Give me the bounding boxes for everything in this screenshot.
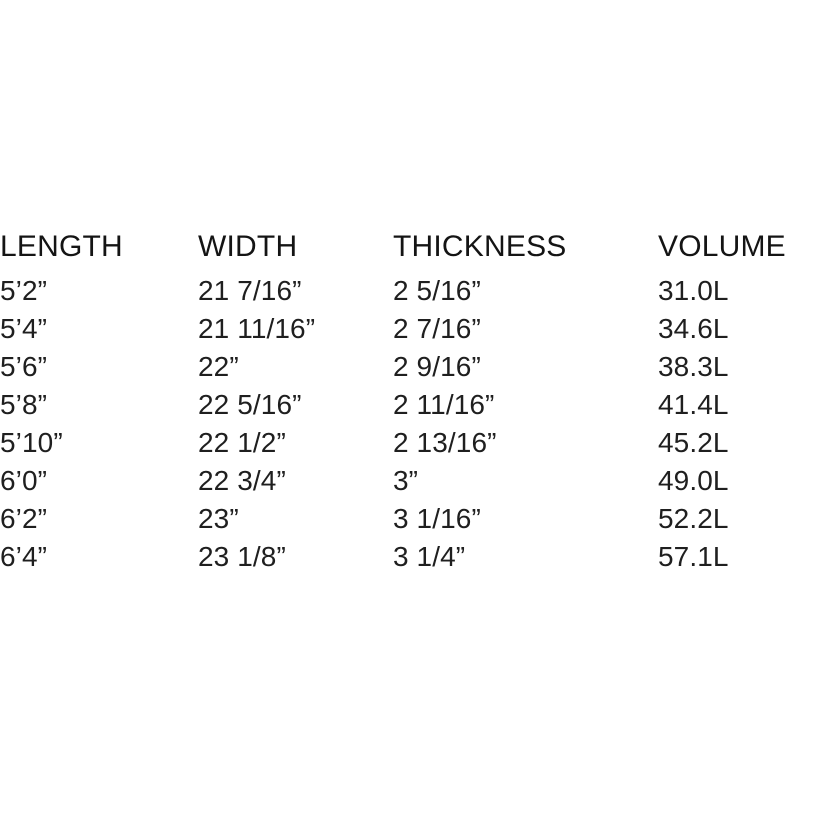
column-header-thickness: THICKNESS — [393, 230, 567, 263]
column-header-width: WIDTH — [198, 230, 298, 263]
cell-volume: 34.6L — [658, 313, 729, 344]
specs-table — [0, 228, 820, 576]
cell-width: 22” — [198, 351, 239, 382]
cell-volume: 49.0L — [658, 465, 729, 496]
table-row — [0, 424, 820, 462]
size-chart — [0, 228, 820, 576]
cell-thickness: 3” — [393, 465, 419, 496]
cell-volume: 38.3L — [658, 351, 729, 382]
cell-length: 5’6” — [0, 351, 48, 382]
column-header-volume: VOLUME — [658, 230, 786, 263]
cell-width: 21 11/16” — [198, 313, 316, 344]
column-header-length: LENGTH — [0, 230, 123, 263]
cell-length: 6’4” — [0, 541, 48, 572]
cell-volume: 41.4L — [658, 389, 729, 420]
cell-width: 21 7/16” — [198, 275, 302, 306]
table-row — [0, 272, 820, 310]
cell-volume: 57.1L — [658, 541, 729, 572]
cell-thickness: 2 9/16” — [393, 351, 481, 382]
cell-volume: 52.2L — [658, 503, 729, 534]
cell-width: 22 1/2” — [198, 427, 286, 458]
cell-volume: 31.0L — [658, 275, 729, 306]
cell-width: 22 5/16” — [198, 389, 302, 420]
cell-thickness: 2 13/16” — [393, 427, 497, 458]
cell-length: 6’0” — [0, 465, 48, 496]
cell-width: 22 3/4” — [198, 465, 286, 496]
table-row — [0, 462, 820, 500]
table-row — [0, 386, 820, 424]
cell-length: 5’4” — [0, 313, 48, 344]
cell-thickness: 2 5/16” — [393, 275, 481, 306]
cell-width: 23” — [198, 503, 239, 534]
cell-width: 23 1/8” — [198, 541, 286, 572]
cell-length: 5’2” — [0, 275, 48, 306]
cell-volume: 45.2L — [658, 427, 729, 458]
cell-length: 5’8” — [0, 389, 48, 420]
cell-length: 5’10” — [0, 427, 63, 458]
table-header-row — [0, 228, 820, 272]
table-row — [0, 348, 820, 386]
table-row — [0, 500, 820, 538]
cell-thickness: 2 11/16” — [393, 389, 495, 420]
cell-thickness: 3 1/16” — [393, 503, 481, 534]
cell-thickness: 2 7/16” — [393, 313, 481, 344]
table-row — [0, 310, 820, 348]
cell-thickness: 3 1/4” — [393, 541, 466, 572]
cell-length: 6’2” — [0, 503, 48, 534]
table-row — [0, 538, 820, 576]
